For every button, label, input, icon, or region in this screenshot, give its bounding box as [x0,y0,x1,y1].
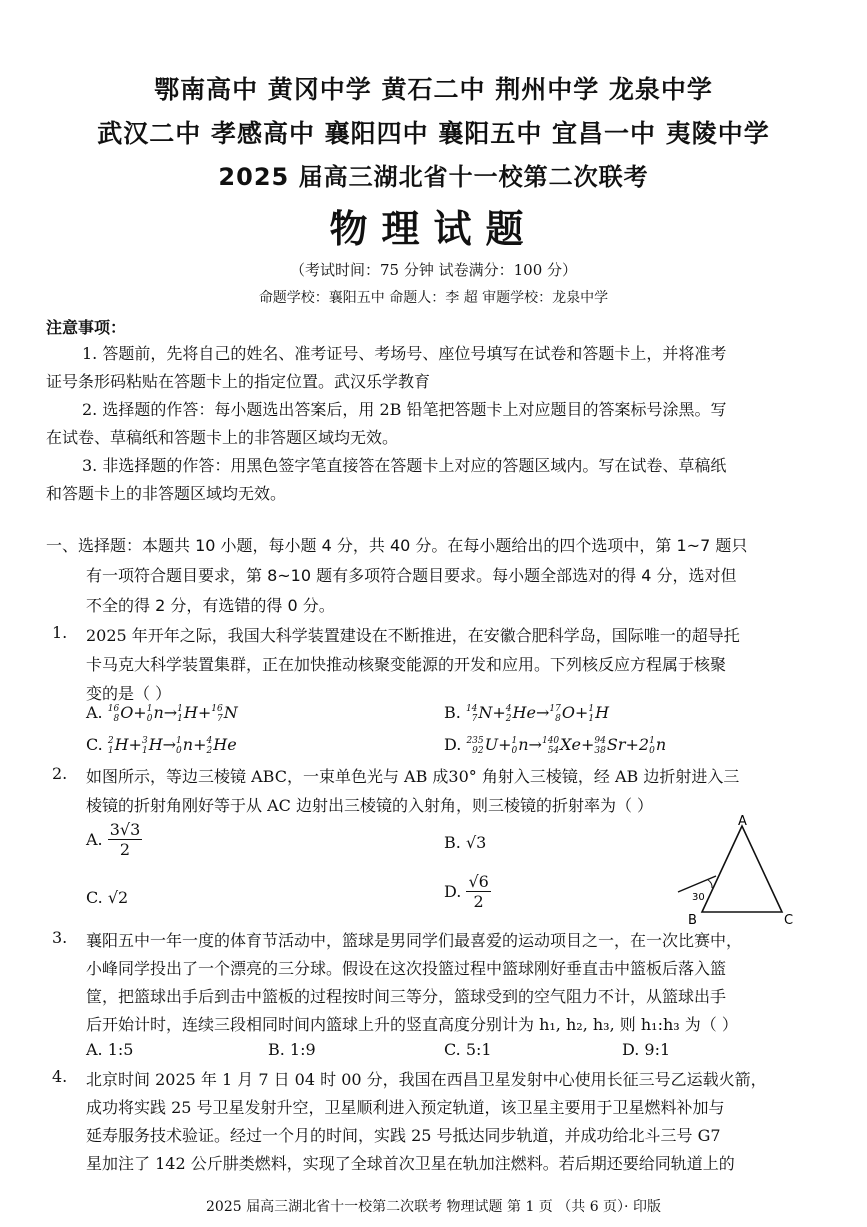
note-2a: 2. 选择题的作答：每小题选出答案后，用 2B 铅笔把答题卡上对应题目的答案标号涂黑。写 [82,400,727,419]
q3-option-c[interactable]: C. 5:1 [444,1040,492,1059]
vertex-b-label: B [688,913,697,924]
q2-option-d[interactable]: D. $\frac{√6}{2}$ [444,872,489,911]
q3-line-3: 筐，把篮球出手后到击中篮板的过程按时间三等分，篮球受到的空气阻力不计，从篮球出手 [86,987,727,1006]
q1-option-d-equation: 235 92 U+ 1 0 n→ 140 54 Xe+ 94 38 Sr+2 1 0 n [466,735,667,756]
q2-option-c[interactable]: C. √2 [86,888,129,907]
vertex-a-label: A [738,814,747,829]
q4-number: 4. [52,1067,68,1086]
section-1-line-1: 一、选择题：本题共 10 小题，每小题 4 分，共 40 分。在每小题给出的四个选项中，第 1~7 题只 [46,536,748,555]
q3-option-b[interactable]: B. 1:9 [268,1040,316,1059]
q1-option-a[interactable]: A. 16 8 O+ 1 0 n→ 1 1 H+ 16 7 N [86,703,238,724]
school-list-line-2: 武汉二中 孝感高中 襄阳四中 襄阳五中 宜昌一中 夷陵中学 [97,119,770,148]
angle-label: 30 [692,892,705,903]
q1-option-a-equation: 16 8 O+ 1 0 n→ 1 1 H+ 16 7 N [107,703,238,724]
authors-line: 命题学校：襄阳五中 命题人：李 超 审题学校：龙泉中学 [258,290,609,306]
angle-arc [708,880,712,888]
q2-option-d-fraction: $\frac{√6}{2}$ [468,872,489,911]
q2-option-b-value: √3 [465,833,487,852]
vertex-c-label: C [784,913,794,924]
q1-option-c-equation: 2 1 H+ 3 1 H→ 1 0 n+ 4 2 He [107,735,237,756]
section-1-line-3: 不全的得 2 分，有选错的得 0 分。 [86,596,335,615]
q2-option-a[interactable]: A. $\frac{3√3}{2}$ [86,820,141,859]
q3-number: 3. [52,928,68,947]
q1-option-d[interactable]: D. 235 92 U+ 1 0 n→ 140 54 Xe+ 94 38 Sr+2 1 0 n [444,735,667,756]
q2-line-2: 棱镜的折射角刚好等于从 AC 边射出三棱镜的入射角，则三棱镜的折射率为（ ） [86,796,654,815]
q4-line-2: 成功将实践 25 号卫星发射升空，卫星顺利进入预定轨道，该卫星主要用于卫星燃料补加与 [86,1098,725,1117]
exam-name: 2025 届高三湖北省十一校第二次联考 [218,163,649,191]
note-2b: 在试卷、草稿纸和答题卡上的非答题区域均无效。 [46,428,399,447]
q2-option-b[interactable]: B. √3 [444,833,487,852]
q4-line-4: 星加注了 142 公斤肼类燃料，实现了全球首次卫星在轨加注燃料。若后期还要给同轨道上的 [86,1154,735,1173]
q1-option-b[interactable]: B. 14 7 N+ 4 2 He→ 17 8 O+ 1 1 H [444,703,610,724]
q3-option-a[interactable]: A. 1:5 [86,1040,134,1059]
q1-line-1: 2025 年开年之际，我国大科学装置建设在不断推进，在安徽合肥科学岛，国际唯一的超导托 [86,626,740,645]
note-3b: 和答题卡上的非答题区域均无效。 [46,484,287,503]
q4-line-1: 北京时间 2025 年 1 月 7 日 04 时 00 分，我国在西昌卫星发射中心使用长征三号乙运载火箭， [86,1070,767,1089]
section-1-line-2: 有一项符合题目要求，第 8~10 题有多项符合题目要求。每小题全部选对的得 4 分，选对但 [86,566,737,585]
prism-triangle [702,826,782,912]
q2-option-c-value: √2 [107,888,129,907]
light-ray [678,876,716,892]
exam-info: （考试时间：75 分钟 试卷满分：100 分） [289,261,578,279]
q3-line-2: 小峰同学投出了一个漂亮的三分球。假设在这次投篮过程中篮球刚好垂直击中篮板后落入篮 [86,959,727,978]
school-list-line-1: 鄂南高中 黄冈中学 黄石二中 荆州中学 龙泉中学 [154,75,713,104]
q3-line-4: 后开始计时，连续三段相同时间内篮球上升的竖直高度分别计为 h₁, h₂, h₃, 则 h₁:h₃ 为（ ） [86,1015,738,1034]
page-title: 物理试题 [329,206,538,251]
q2-line-1: 如图所示，等边三棱镜 ABC，一束单色光与 AB 成30° 角射入三棱镜，经 AB 边折射进入三 [86,767,740,786]
q1-number: 1. [52,623,68,642]
q3-line-1: 襄阳五中一年一度的体育节活动中，篮球是男同学们最喜爱的运动项目之一，在一次比赛中， [86,931,743,950]
q2-option-a-fraction: $\frac{3√3}{2}$ [109,820,141,859]
q1-option-c[interactable]: C. 2 1 H+ 3 1 H→ 1 0 n+ 4 2 He [86,735,237,756]
note-1b: 证号条形码粘贴在答题卡上的指定位置。武汉乐学教育 [46,372,431,391]
notes-heading: 注意事项： [46,318,127,337]
q2-number: 2. [52,764,68,783]
q1-line-2: 卡马克大科学装置集群，正在加快推动核聚变能源的开发和应用。下列核反应方程属于核聚 [86,655,727,674]
q4-line-3: 延寿服务技术验证。经过一个月的时间，实践 25 号抵达同步轨道，并成功给北斗三号 G7 [86,1126,721,1145]
prism-figure [672,814,802,924]
q1-line-3: 变的是（ ） [86,684,172,703]
q1-option-b-equation: 14 7 N+ 4 2 He→ 17 8 O+ 1 1 H [465,703,610,724]
q3-option-d[interactable]: D. 9:1 [622,1040,671,1059]
note-3a: 3. 非选择题的作答：用黑色签字笔直接答在答题卡上对应的答题区域内。写在试卷、草稿纸 [82,456,727,475]
page-footer: 2025 届高三湖北省十一校第二次联考 物理试题 第 1 页 （共 6 页）· 印版 [206,1199,661,1215]
note-1a: 1. 答题前，先将自己的姓名、准考证号、考场号、座位号填写在试卷和答题卡上，并将准考 [82,344,727,363]
